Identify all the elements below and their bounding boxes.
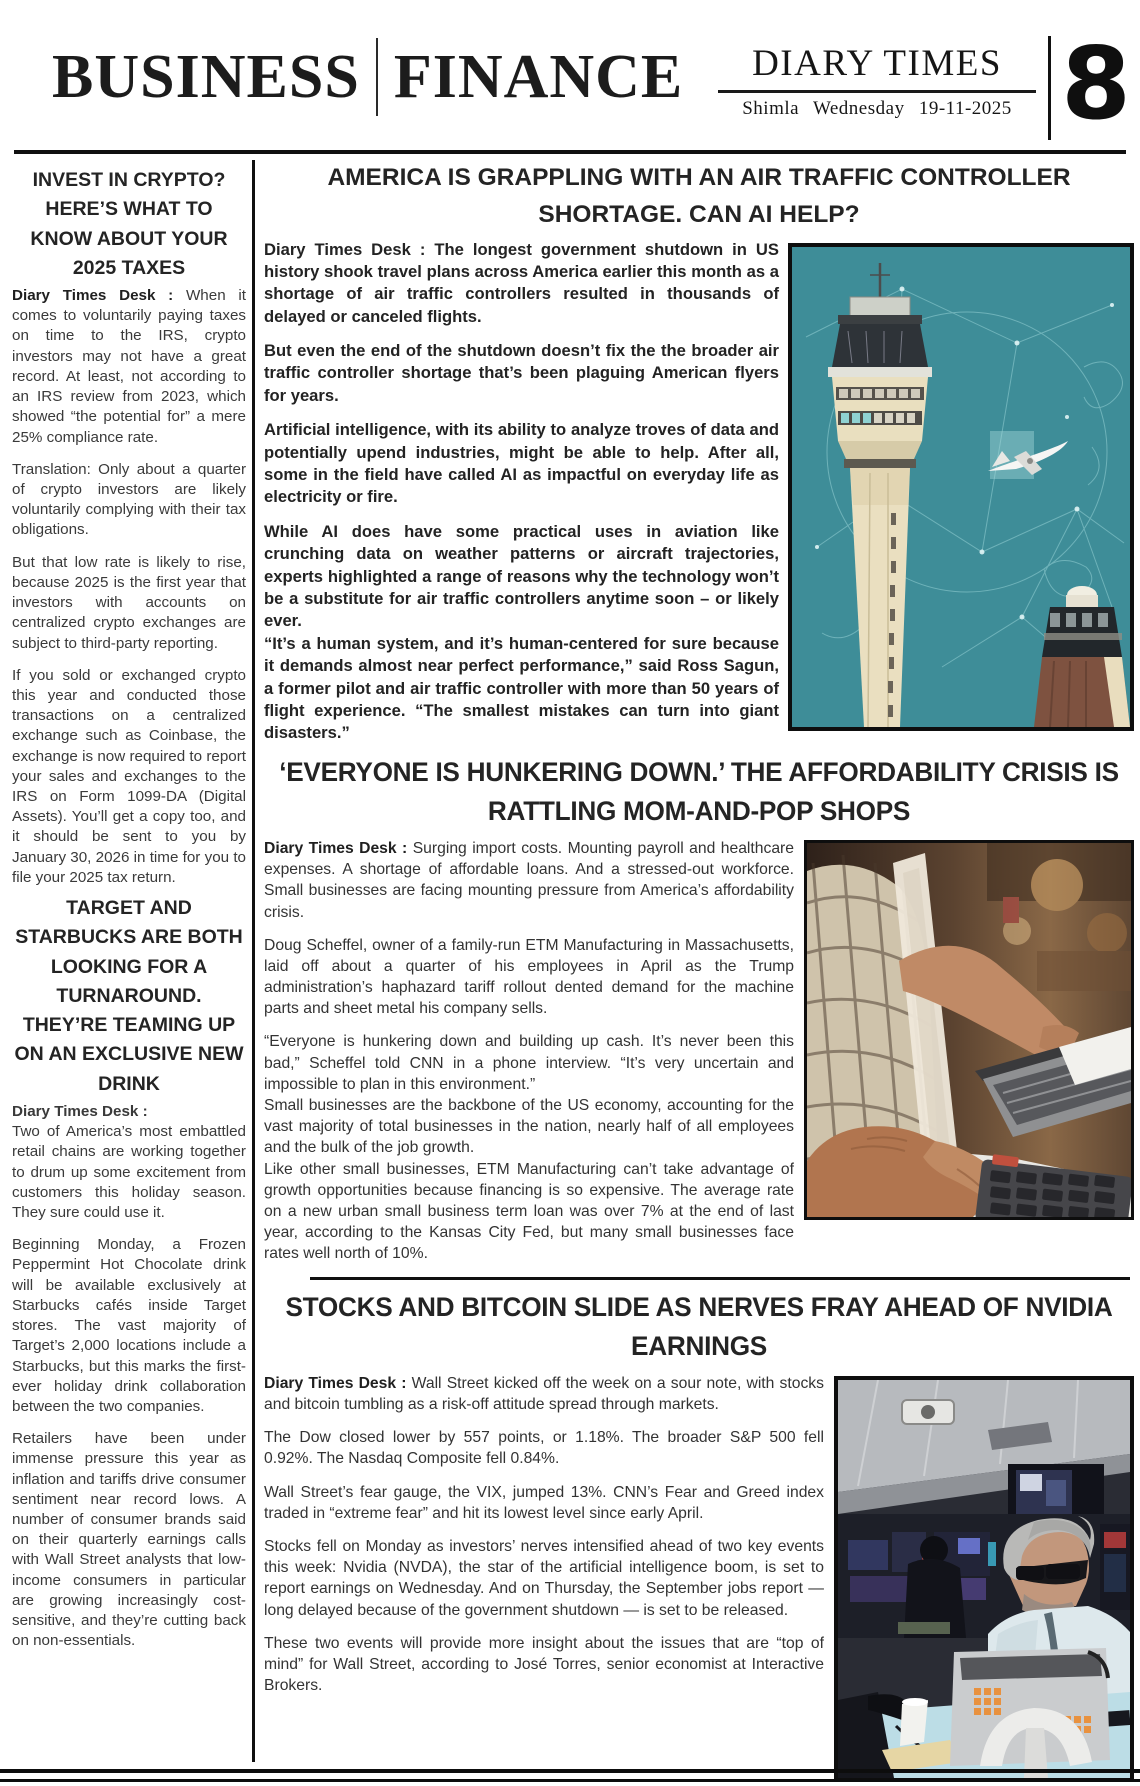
paragraph: These two events will provide more insight about the issues that are “top of mind” for Wall Street, according to José Torres, senior economist at Interactive Brokers. [264, 1634, 824, 1695]
paragraph: If you sold or exchanged crypto this year and conducted those transactions on a centralized exchange such as Coinbase, the exchange is now required to report your sales and exchanges to the IRS on Form 1099-DA (Digital Assets). You’ll get a copy too, and it should be sent to you by January 30, 2026 in time for you to file your 2025 tax return. [12, 666, 246, 886]
masthead-rule [718, 90, 1036, 93]
article-stocks-bitcoin [264, 1288, 1134, 1782]
header-rule [14, 150, 1126, 154]
article-affordability [264, 753, 1134, 1265]
article-lead [264, 838, 794, 923]
lead-text: Wall Street kicked off the week on a sour note, with stocks and bitcoin tumbling as a risk-off attitude spread through markets. [264, 1374, 824, 1414]
trading-floor-photo [834, 1376, 1134, 1782]
masthead [716, 42, 1038, 120]
page-bottom-rule-2 [0, 1779, 1140, 1782]
paragraph: But even the end of the shutdown doesn’t fix the the broader air traffic controller shortage that’s been plaguing American flyers for years. [264, 341, 779, 405]
paragraph: Artificial intelligence, with its ability to analyze troves of data and potentially upend industries, might be able to help. After all, some in the field have called AI as impactful on everyday life as electricity or fire. [264, 420, 779, 507]
paragraph: Two of America’s most embattled retail chains are working together to drum up some excitement from customers this holiday season. They sure could use it. [12, 1123, 246, 1221]
article-body [264, 239, 788, 745]
lead-text: Surging import costs. Mounting payroll and healthcare expenses. A shortage of affordable loans. And a stressed-out workforce. Small businesses are facing mounting pressure from America’s affordability crisis. [264, 839, 795, 921]
paragraph: Translation: Only about a quarter of crypto investors are likely voluntarily complying with their tax obligations. [12, 460, 246, 539]
page-bottom-rule [0, 1769, 1140, 1773]
masthead-title: DIARY TIMES [752, 43, 1002, 84]
article-headline: AMERICA IS GRAPPLING WITH AN AIR TRAFFIC CONTROLLER SHORTAGE. CAN AI HELP? [327, 164, 1071, 228]
lead-text: When it comes to voluntarily paying taxes on time to the IRS, crypto investors may not have a great record. At least, not according to an IRS review from 2023, which showed “the potential for” a mere 25% compliance rate. [12, 287, 246, 446]
page-header [0, 25, 1140, 148]
paragraph: Small businesses are the backbone of the US economy, accounting for the vast majority of total businesses in the nation, nearly half of all employees and the bulk of the job growth. [264, 1097, 794, 1157]
section-title-finance: FINANCE [393, 42, 684, 111]
desk-label: Diary Times Desk : [264, 839, 408, 857]
left-column [12, 160, 246, 1762]
small-business-calculator-photo [804, 840, 1134, 1220]
paragraph: Like other small businesses, ETM Manufacturing can’t take advantage of growth opportunities because financing is so expensive. The average rate on a new urban small business term loan was over 7% at the end of last year, according to the Kansas City Fed, but many small businesses face rates well north of 10%. [264, 1160, 794, 1263]
paragraph: “Everyone is hunkering down and building up cash. It’s never been this bad,” Scheffel told CNN in a phone interview. “It’s very uncertain and impossible to plan in this environment.” [264, 1033, 794, 1093]
page-content [12, 160, 1134, 1762]
paragraph: Doug Scheffel, owner of a family-run ETM Manufacturing in Massachusetts, laid off about a quarter of his employees in April as the Trump administration’s haphazard tariff rollout dented demand for the machine parts and sheet metal his company sells. [264, 936, 794, 1018]
paragraph: Wall Street’s fear gauge, the VIX, jumped 13%. CNN’s Fear and Greed index traded in “extreme fear” and hit its lowest level since early April. [264, 1483, 824, 1522]
article-lead [264, 239, 779, 329]
article-lead [12, 286, 246, 448]
article-headline: INVEST IN CRYPTO? HERE’S WHAT TO KNOW ABOUT YOUR 2025 TAXES [30, 169, 228, 279]
paragraph: While AI does have some practical uses in aviation like crunching data on weather patterns or aircraft trajectories, experts highlighted a range of reasons why the technology won’t be a substitute for air traffic controllers anytime soon – or likely ever. [264, 521, 779, 631]
desk-label: Diary Times Desk : [264, 239, 426, 259]
section-divider-bar [376, 38, 378, 116]
article-lead [264, 1373, 824, 1415]
main-column [264, 160, 1134, 1762]
tablet-stand [950, 1648, 1110, 1778]
air-traffic-towers-photo [788, 243, 1134, 731]
column-divider [252, 160, 255, 1762]
paragraph: The Dow closed lower by 557 points, or 1.18%. The broader S&P 500 fell 0.92%. The Nasdaq Composite fell 0.84%. [264, 1429, 824, 1468]
desk-label: Diary Times Desk : [12, 1102, 148, 1120]
article-body [264, 1373, 834, 1696]
page-number: 8 [1061, 25, 1131, 142]
paragraph: “It’s a human system, and it’s human-centered for sure because it demands almost near perfect performance,” said Ross Sagun, a former pilot and air traffic controller with more than 50 years of flight experience. “The smallest mistakes can turn into giant disasters.” [264, 633, 779, 743]
article-headline: ‘EVERYONE IS HUNKERING DOWN.’ THE AFFORDABILITY CRISIS IS RATTLING MOM-AND-POP SHOPS [279, 756, 1119, 826]
desk-label: Diary Times Desk : [264, 1374, 407, 1392]
article-target-starbucks [12, 894, 246, 1651]
article-air-traffic [264, 160, 1134, 745]
lead-text: The longest government shutdown in US history shook travel plans across America earlier this month as a shortage of air traffic controllers resulted in thousands of delayed or canceled flights. [264, 239, 779, 326]
section-separator [310, 1277, 1130, 1280]
article-crypto-taxes [12, 166, 246, 888]
desk-label: Diary Times Desk : [12, 287, 174, 304]
article-headline: TARGET AND STARBUCKS ARE BOTH LOOKING FOR A TURNAROUND. THEY’RE TEAMING UP ON AN EXCLUSIVE NEW DRINK [14, 897, 244, 1095]
article-body [264, 838, 804, 1265]
paragraph: Stocks fell on Monday as investors’ nerves intensified ahead of two key events this week: Nvidia (NVDA), the star of the artificial intelligence boom, is set to report earnings on Wednesday. And on Thursday, the September jobs report — long delayed because of the government shutdown — is set to be released. [264, 1537, 824, 1619]
section-title-business: BUSINESS [52, 42, 360, 111]
paragraph: Beginning Monday, a Frozen Peppermint Hot Chocolate drink will be available exclusively at Starbucks cafés inside Target stores. The vast majority of Target’s 2,000 locations include a Starbucks, but this marks the first-ever holiday drink collaboration between the two companies. [12, 1236, 246, 1415]
dateline: Shimla Wednesday 19-11-2025 [742, 98, 1012, 120]
page-number-divider [1048, 36, 1051, 140]
section-banner [52, 38, 683, 116]
paragraph: Retailers have been under immense pressure this year as inflation and tariffs drive consumer sentiment near record lows. A number of consumer brands said on their quarterly earnings calls with Wall Street analysts that low-income consumers in particular are growing increasingly cost-sensitive, and they’re cutting back on non-essentials. [12, 1430, 246, 1650]
article-headline: STOCKS AND BITCOIN SLIDE AS NERVES FRAY AHEAD OF NVIDIA EARNINGS [285, 1291, 1113, 1361]
paragraph: But that low rate is likely to rise, because 2025 is the first year that investors with accounts on centralized crypto exchanges are subject to third-party reporting. [12, 553, 246, 652]
